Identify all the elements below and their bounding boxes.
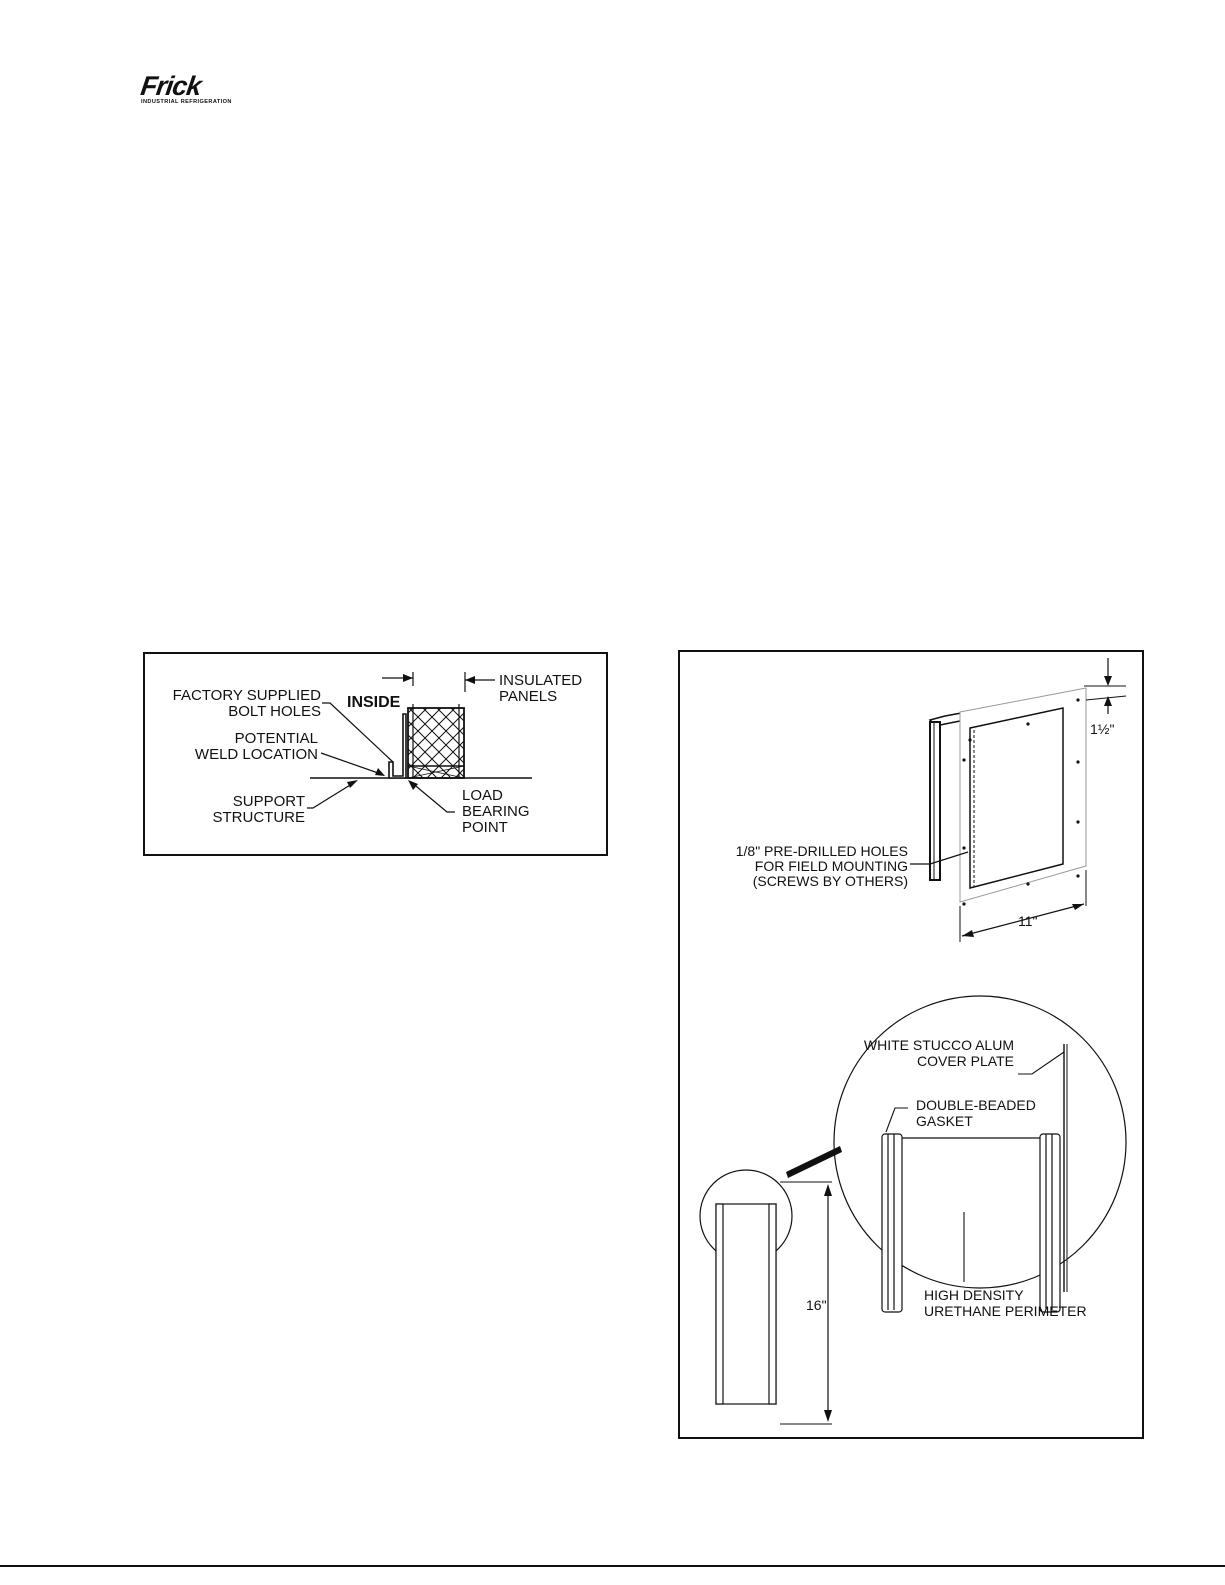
label-urethane-line1: HIGH DENSITY xyxy=(924,1287,1024,1303)
angle-clip-shape xyxy=(389,714,406,778)
panel-support-drawing xyxy=(145,654,606,854)
label-cover-line2: COVER PLATE xyxy=(917,1053,1014,1069)
label-load-line2: BEARING xyxy=(462,803,530,820)
page-bottom-rule xyxy=(0,1565,1225,1567)
label-holes-line1: 1/8" PRE-DRILLED HOLES xyxy=(735,843,908,859)
label-factory-line1: FACTORY SUPPLIED xyxy=(172,687,321,704)
panel-support-detail-figure xyxy=(143,652,608,856)
label-gasket-line1: DOUBLE-BEADED xyxy=(916,1097,1036,1113)
label-factory-line2: BOLT HOLES xyxy=(228,703,321,720)
frame-side-section xyxy=(716,1204,776,1404)
label-inside: INSIDE xyxy=(347,694,401,711)
label-weld-line1: POTENTIAL xyxy=(234,730,318,747)
label-dim-top: 1½" xyxy=(1090,721,1115,737)
label-cover-line1: WHITE STUCCO ALUM xyxy=(863,1037,1014,1053)
label-insulated-line1: INSULATED xyxy=(499,672,583,689)
logo-tagline: INDUSTRIAL REFRIGERATION xyxy=(141,99,232,105)
label-holes-line2: FOR FIELD MOUNTING xyxy=(754,858,908,874)
label-support-line1: SUPPORT xyxy=(232,793,305,810)
label-urethane-line2: URETHANE PERIMETER xyxy=(924,1303,1087,1319)
window-cover-plate-drawing xyxy=(680,652,1142,1437)
label-load-line1: LOAD xyxy=(462,787,503,804)
label-dim-width: 11" xyxy=(1018,913,1038,929)
logo-wordmark: Frick xyxy=(138,71,203,101)
label-insulated-line2: PANELS xyxy=(499,688,558,705)
label-weld-line2: WELD LOCATION xyxy=(194,746,318,763)
label-gasket-line2: GASKET xyxy=(916,1113,973,1129)
window-cover-plate-figure xyxy=(678,650,1144,1439)
label-support-line2: STRUCTURE xyxy=(212,809,305,826)
magnify-connector xyxy=(786,1146,842,1178)
label-load-line3: POINT xyxy=(462,819,508,836)
frick-logo xyxy=(138,71,232,109)
label-dim-height: 16" xyxy=(806,1297,827,1313)
label-holes-line3: (SCREWS BY OTHERS) xyxy=(752,873,908,889)
frame-perspective-view xyxy=(930,688,1086,906)
